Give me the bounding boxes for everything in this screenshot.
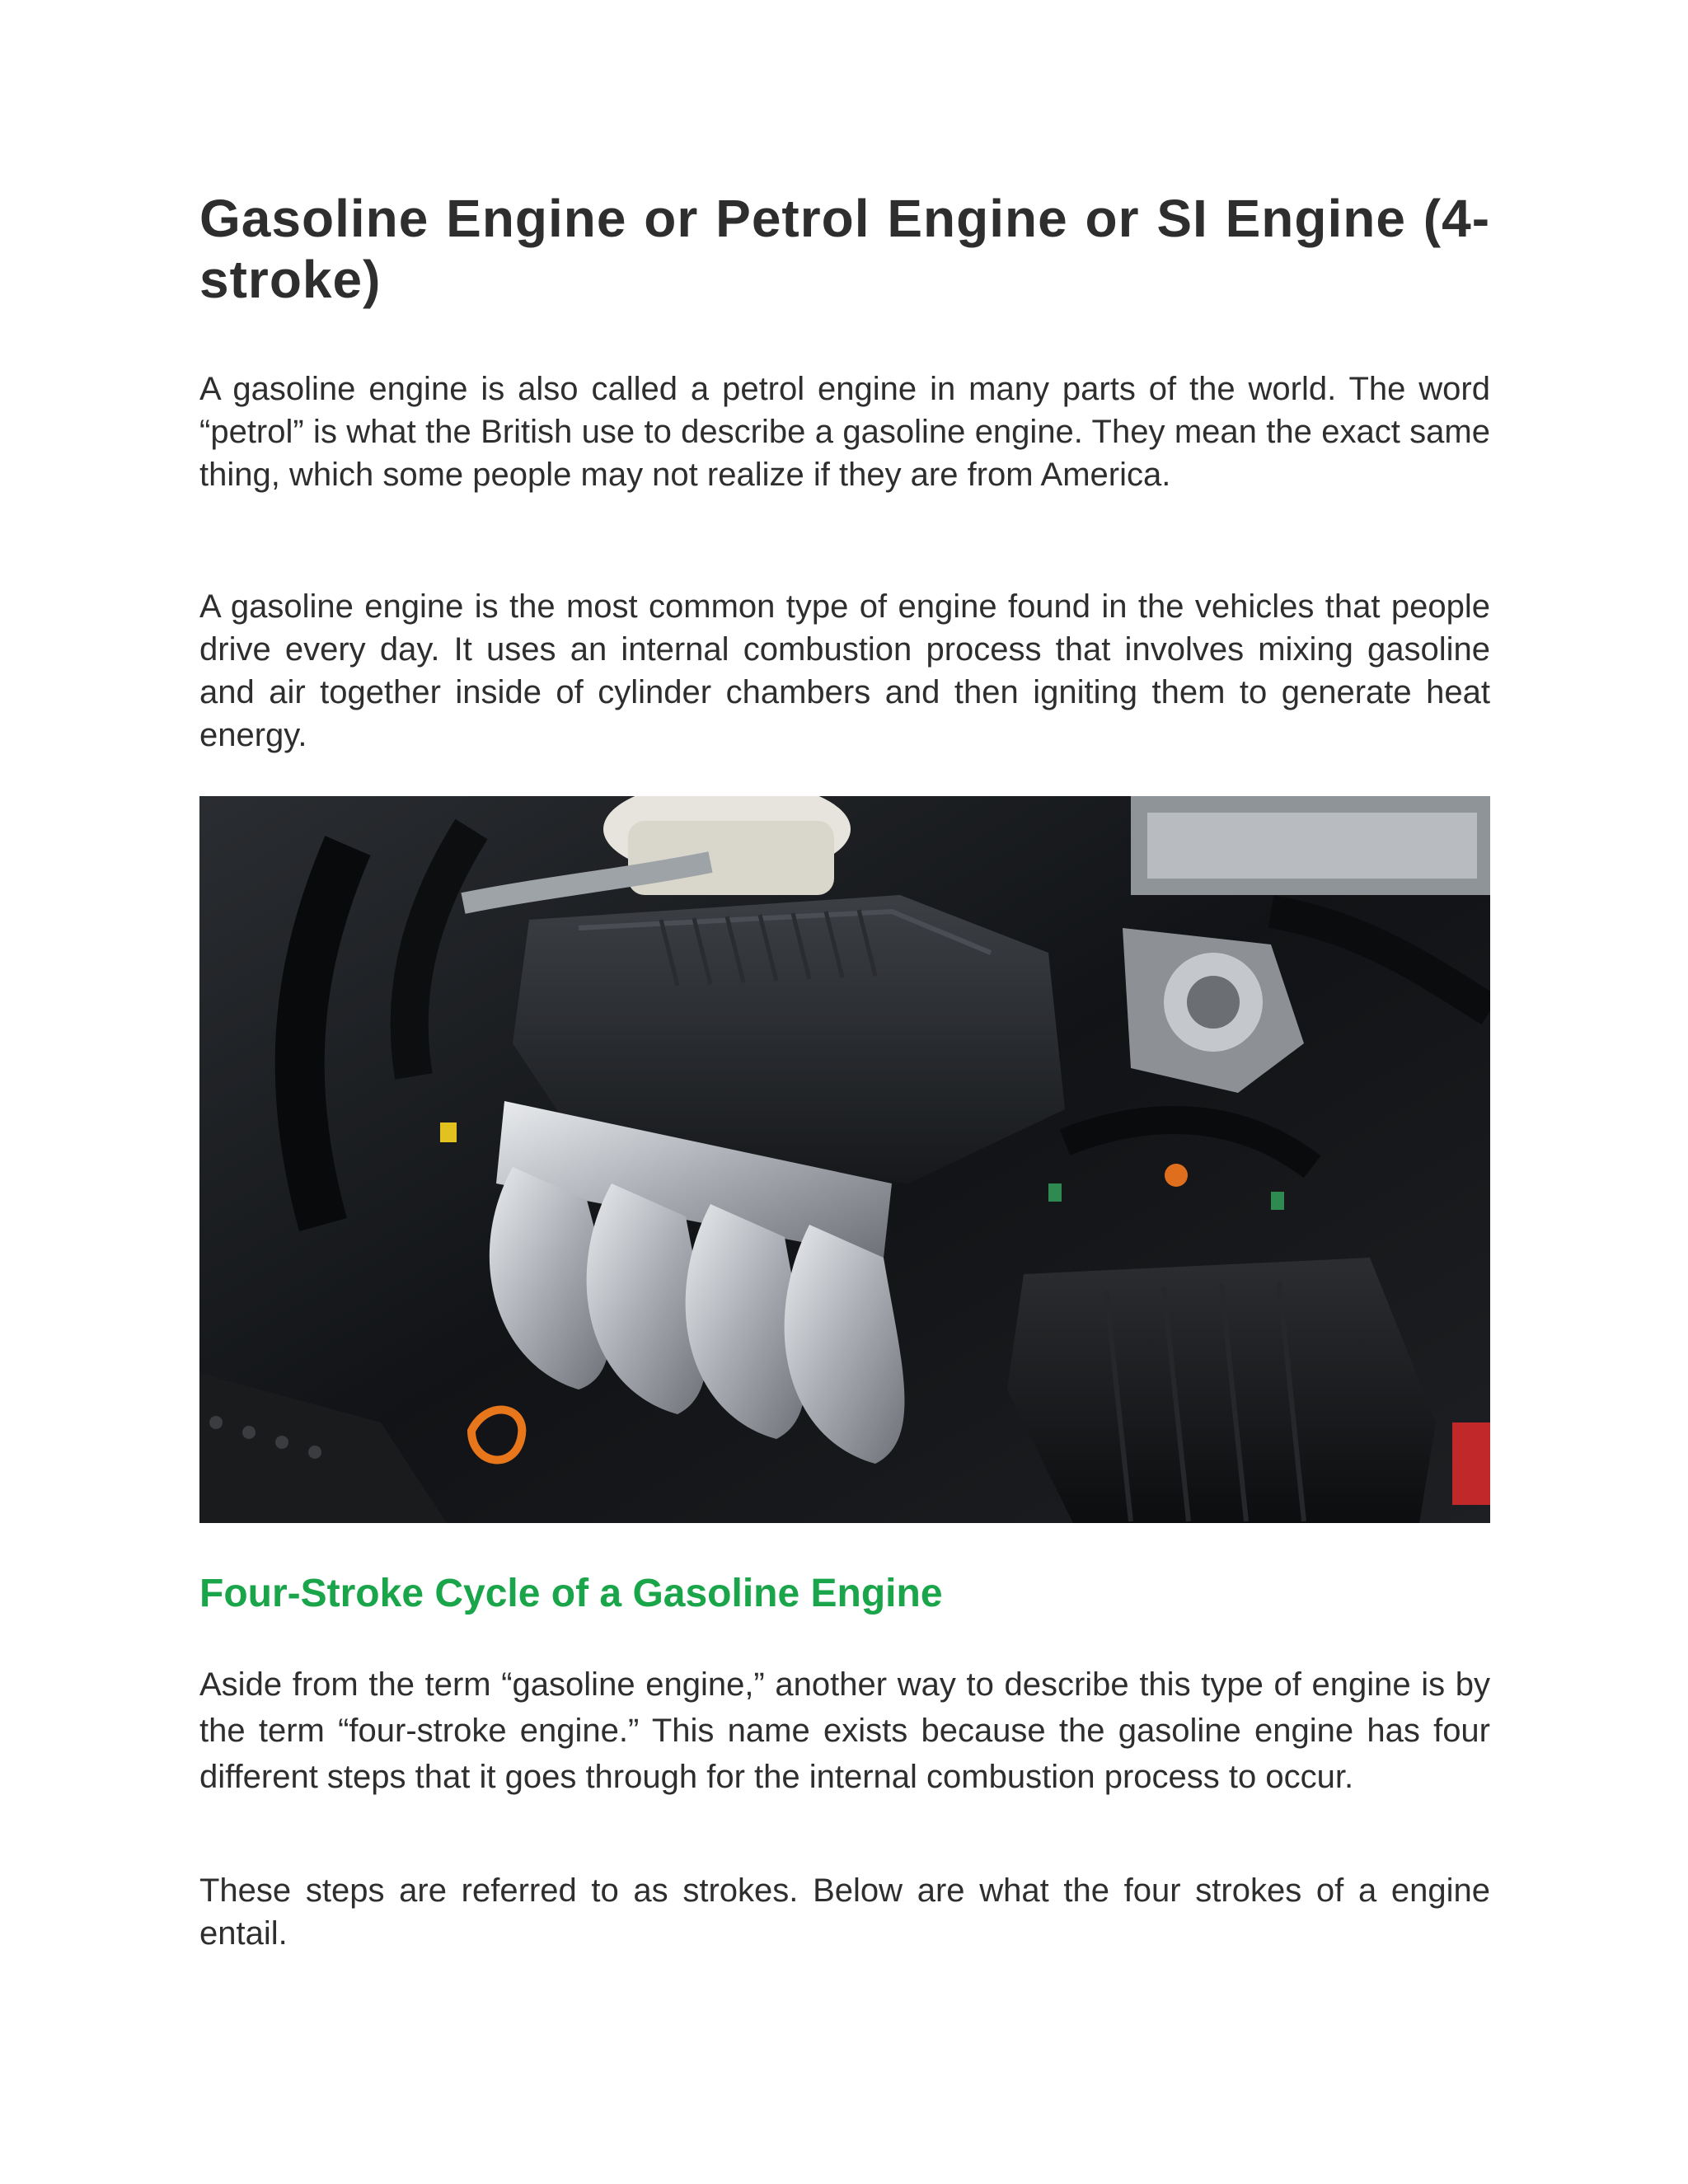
paragraph-strokes-intro: These steps are referred to as strokes. Below are what the four strokes of a engine entail. xyxy=(199,1872,1490,1952)
engine-bay-photo xyxy=(199,796,1490,1523)
section-heading-four-stroke: Four-Stroke Cycle of a Gasoline Engine xyxy=(199,1572,943,1615)
paragraph-common-engine: A gasoline engine is the most common type of engine found in the vehicles that people drive every day. It uses an internal combustion process that involves mixing gasoline and air together inside of cylinder chambers and then igniting them to generate heat energy. xyxy=(199,588,1490,753)
page-title: Gasoline Engine or Petrol Engine or SI Engine (4-stroke) xyxy=(199,189,1490,309)
paragraph-petrol-name: A gasoline engine is also called a petrol engine in many parts of the world. The word “petrol” is what the British use to describe a gasoline engine. They mean the exact same thing, which some people may not realize if they are from America. xyxy=(199,371,1490,493)
paragraph-four-stroke-name: Aside from the term “gasoline engine,” another way to describe this type of engine is by the term “four-stroke engine.” This name exists because the gasoline engine has four different steps that it goes through for the internal combustion process to occur. xyxy=(199,1666,1490,1795)
